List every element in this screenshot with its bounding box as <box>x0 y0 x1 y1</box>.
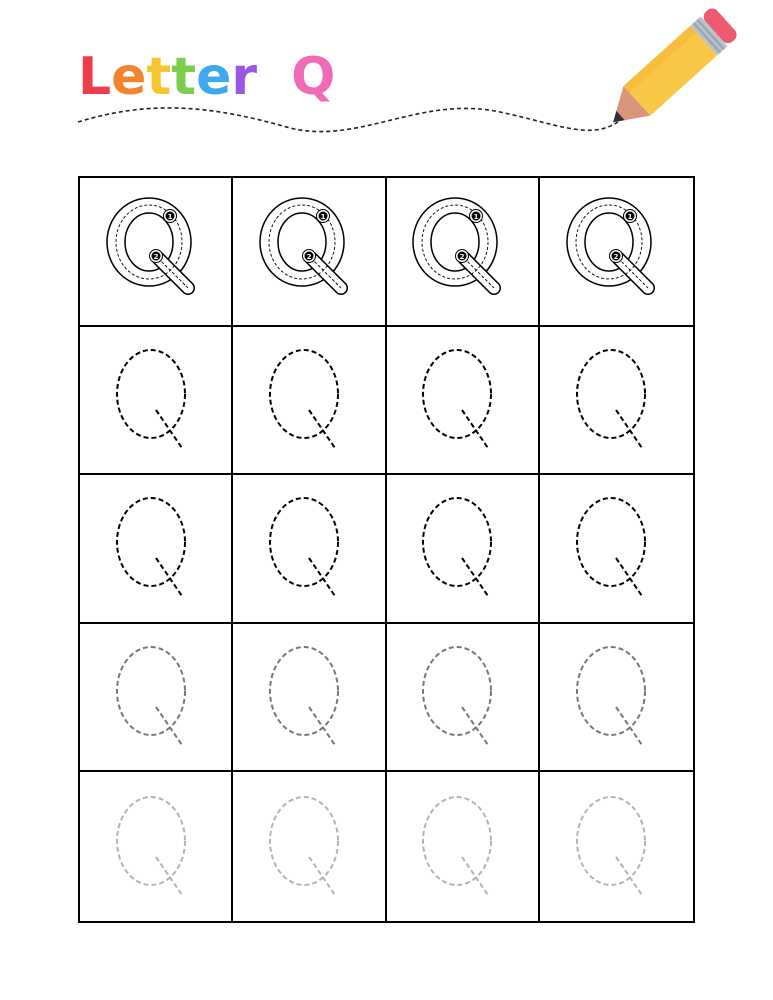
tracing-cell <box>80 772 233 921</box>
letter-q-dashed <box>267 348 351 452</box>
letter-q-dashed <box>267 645 351 749</box>
letter-q-dashed <box>574 496 658 600</box>
tracing-cell <box>233 772 386 921</box>
step-number: 2 <box>153 253 159 262</box>
letter-q-dashed <box>420 348 504 452</box>
step-number: 1 <box>627 213 633 222</box>
letter-q-dashed <box>420 496 504 600</box>
tracing-cell <box>80 327 233 476</box>
tracing-cell <box>80 624 233 773</box>
letter-q-dashed <box>420 645 504 749</box>
letter-q-dashed <box>114 645 198 749</box>
tracing-cell <box>540 624 693 773</box>
letter-q-guide <box>259 196 359 306</box>
letter-q-dashed <box>267 496 351 600</box>
letter-q-dashed <box>267 795 351 899</box>
tracing-cell <box>80 178 233 327</box>
tracing-cell <box>387 624 540 773</box>
tracing-cell <box>540 772 693 921</box>
tracing-cell <box>233 624 386 773</box>
step-number: 1 <box>167 213 173 222</box>
letter-q-guide <box>106 196 206 306</box>
letter-q-dashed <box>574 348 658 452</box>
title-letter: e <box>111 47 147 107</box>
letter-q-dashed <box>114 496 198 600</box>
step-number: 2 <box>459 253 465 262</box>
letter-q-dashed <box>574 645 658 749</box>
step-number: 1 <box>320 213 326 222</box>
title-letter: e <box>196 47 232 107</box>
tracing-cell <box>387 178 540 327</box>
step-number: 2 <box>613 253 619 262</box>
tracing-cell <box>387 772 540 921</box>
tracing-cell <box>540 178 693 327</box>
dashed-wave-line <box>78 108 618 132</box>
title-letter: t <box>146 47 172 107</box>
letter-q-dashed <box>114 795 198 899</box>
tracing-cell <box>233 327 386 476</box>
letter-q-dashed <box>114 348 198 452</box>
tracing-cell <box>387 475 540 624</box>
pencil-decoration <box>0 0 773 160</box>
title-letter: L <box>78 47 112 107</box>
tracing-cell <box>387 327 540 476</box>
title-letter: Q <box>291 47 336 107</box>
tracing-cell <box>540 327 693 476</box>
tracing-grid <box>78 176 695 923</box>
step-number: 2 <box>306 253 312 262</box>
letter-q-dashed <box>574 795 658 899</box>
tracing-cell <box>233 475 386 624</box>
tracing-cell <box>80 475 233 624</box>
letter-q-dashed <box>420 795 504 899</box>
tracing-cell <box>233 178 386 327</box>
pencil-icon <box>600 6 740 137</box>
letter-q-guide <box>566 196 666 306</box>
title-letter: r <box>231 47 258 107</box>
step-number: 1 <box>473 213 479 222</box>
letter-q-guide <box>412 196 512 306</box>
title-letter: t <box>171 47 197 107</box>
tracing-cell <box>540 475 693 624</box>
